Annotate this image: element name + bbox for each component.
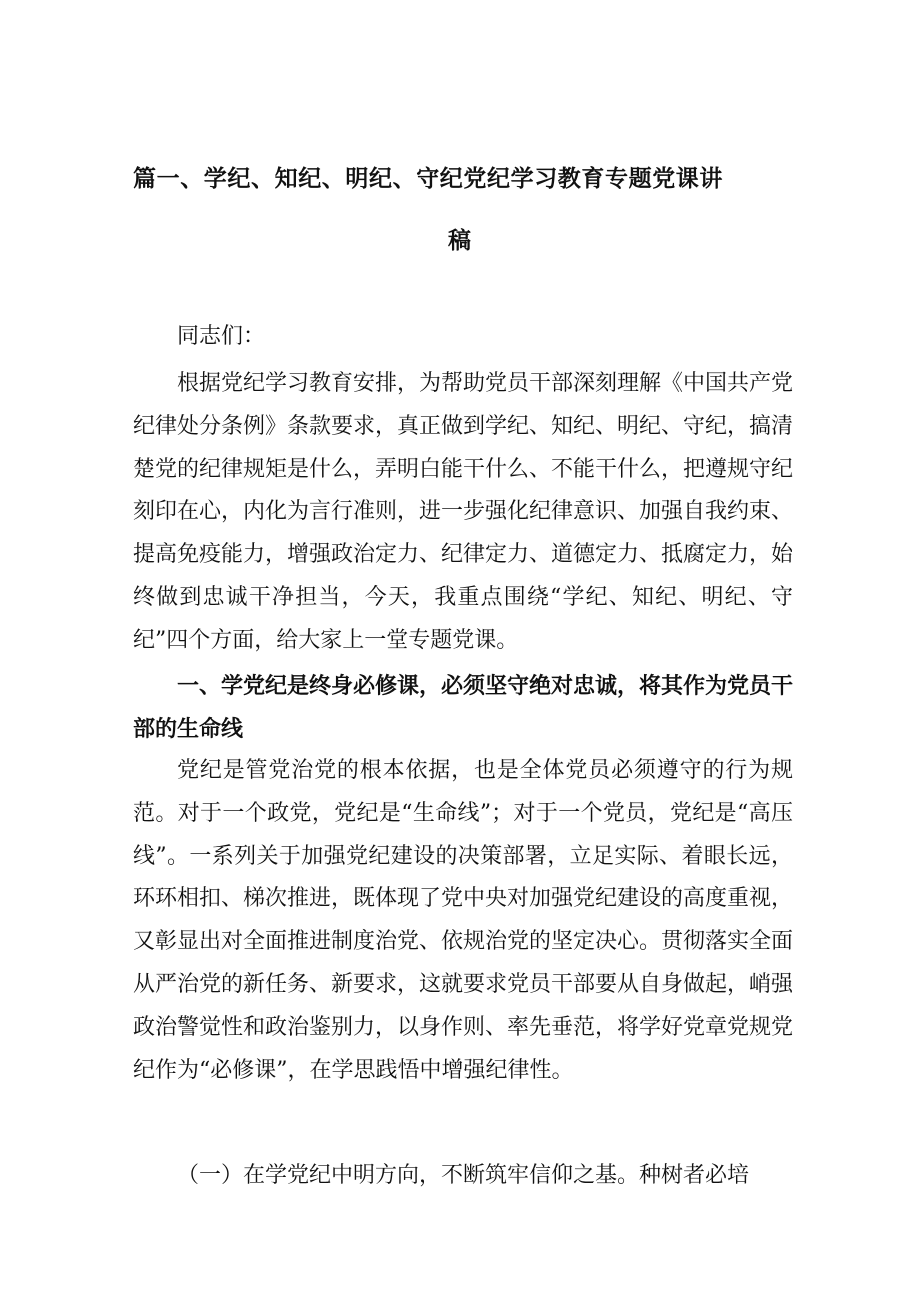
section-heading-1: 一、学党纪是终身必修课，必须坚守绝对忠诚，将其作为党员干部的生命线 [133, 674, 794, 742]
salutation: 同志们： [177, 324, 266, 349]
paragraph-3: （一）在学党纪中明方向，不断筑牢信仰之基。种树者必培 [177, 1163, 750, 1188]
document-title-line-2: 稿 [448, 228, 471, 254]
paragraph-2: 党纪是管党治党的根本依据，也是全体党员必须遵守的行为规范。对于一个政党，党纪是“生命线”；对于一个党员，党纪是“高压线”。一系列关于加强党纪建设的决策部署，立足实际、着眼长远，环环相扣、梯次推进，既体现了党中央对加强党纪建设的高度重视，又彰显出对全面推进制度治党、依规治党的坚定决心。贯彻落实全面从严治党的新任务、新要求，这就要求党员干部要从自身做起，峭强政治警觉性和政治鉴别力，以身作则、率先垂范，将学好党章党规党纪作为“必修课”，在学思践悟中增强纪律性。 [133, 758, 794, 1083]
paragraph-intro: 根据党纪学习教育安排，为帮助党员干部深刻理解《中国共产党纪律处分条例》条款要求，真正做到学纪、知纪、明纪、守纪，搞清楚党的纪律规矩是什么，弄明白能干什么、不能干什么，把遵规守纪刻印在心，内化为言行准则，进一步强化纪律意识、加强自我约束、提高免疫能力，增强政治定力、纪律定力、道德定力、抵腐定力，始终做到忠诚干净担当，今天，我重点围绕“学纪、知纪、明纪、守纪”四个方面，给大家上一堂专题党课。 [133, 371, 794, 653]
document-title-line-1: 篇一、学纪、知纪、明纪、守纪党纪学习教育专题党课讲 [133, 166, 723, 192]
